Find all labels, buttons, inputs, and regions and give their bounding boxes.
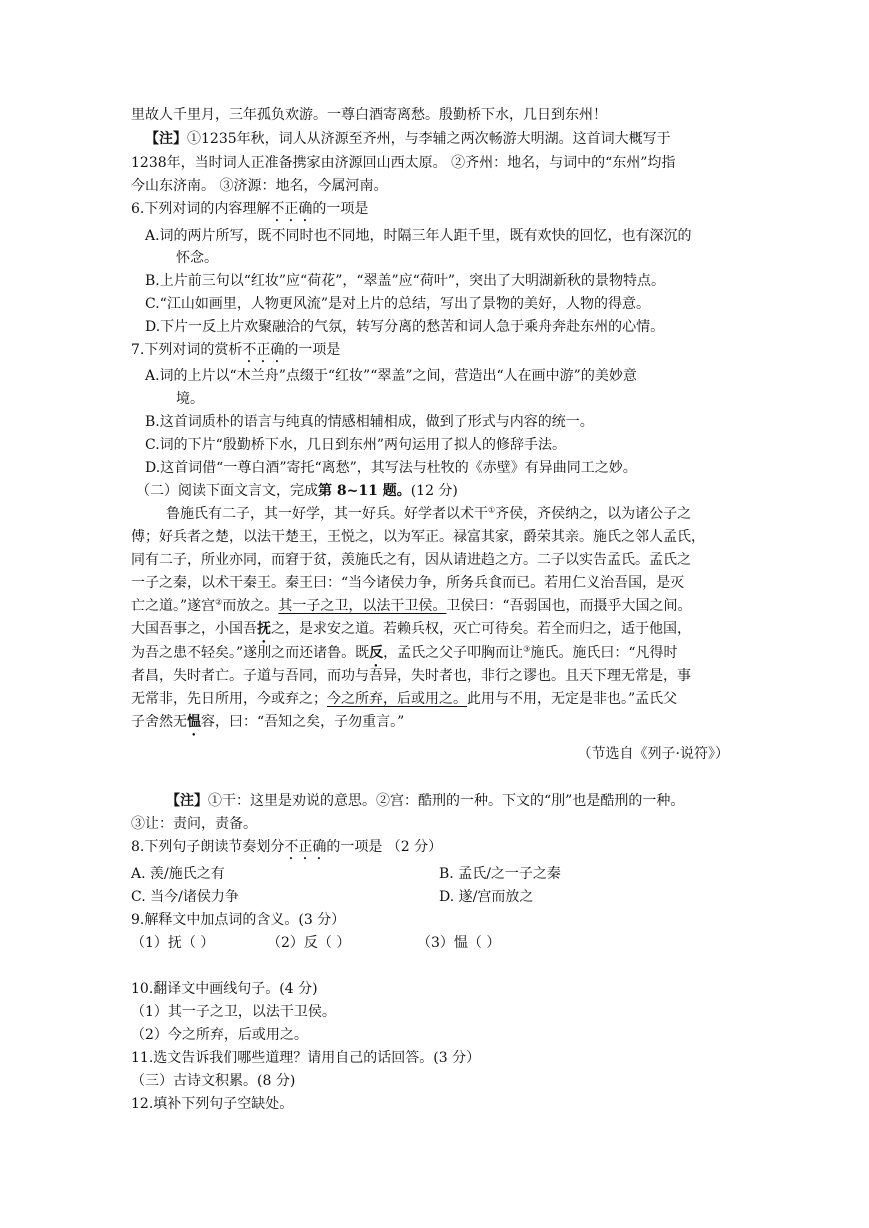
question-9-item-2: （2）反（ ） — [267, 935, 351, 951]
passage-line-8: 者昌，失时者亡。子道与吾同，而功与吾异，失时者也，非行之谬也。且天下理无常是，事 — [131, 668, 691, 684]
passage-line-9: 无常非，先日所用，今或弃之；今之所弃，后或用之。此用与不用，无定是非也。”孟氏父 — [131, 691, 678, 707]
question-10-item-1: （1）其一子之卫，以法干卫侯。 — [131, 1004, 336, 1020]
question-9-item-1: （1）抚（ ） — [131, 935, 215, 951]
poem-last-line: 里故人千里月，三年孤负欢游。一尊白酒寄离愁。殷勤桥下水，几日到东州！ — [131, 107, 607, 123]
question-6-stem: 6.下列对词的内容理解不正确的一项是 — [131, 201, 369, 217]
question-7-option-a: A.词的上片以“木兰舟”点缀于“红妆”“翠盖”之间，营造出“人在画中游”的美妙意 — [145, 368, 637, 384]
question-7-option-d: D.这首词借“一尊白酒”寄托“离愁”，其写法与杜牧的《赤壁》有异曲同工之妙。 — [145, 460, 637, 476]
question-7-stem: 7.下列对词的赏析不正确的一项是 — [131, 342, 341, 358]
question-8-option-d: D. 遂/宫而放之 — [439, 889, 534, 905]
passage-line-10: 子舍然无愠容，曰：“吾知之矣，子勿重言。” — [131, 714, 405, 730]
poem-note-line-1: 【注】①1235年秋，词人从济源至齐州，与李辅之两次畅游大明湖。这首词大概写于 — [145, 131, 671, 147]
poem-note-line-3: 今山东济南。 ③济源：地名，今属河南。 — [131, 178, 388, 194]
passage-line-2: 傅；好兵者之楚，以法干楚王，王悦之，以为军正。禄富其家，爵荣其亲。施氏之邻人孟氏， — [131, 529, 705, 545]
passage-line-7: 为吾之患不轻矣。”遂刖之而还诸鲁。既反，孟氏之父子叩胸而让③施氏。施氏曰：“凡得时 — [131, 644, 678, 661]
section-2-heading: （二）阅读下面文言文，完成第 8~11 题。(12 分) — [136, 483, 458, 499]
dotted-word-fu: 抚 — [257, 621, 271, 637]
question-12-stem: 12.填补下列句子空缺处。 — [131, 1096, 294, 1112]
question-11-stem: 11.选文告诉我们哪些道理？请用自己的话回答。(3 分） — [131, 1050, 481, 1066]
question-7-option-b: B.这首词质朴的语言与纯真的情感相辅相成，做到了形式与内容的统一。 — [145, 414, 594, 430]
question-7-option-a-cont: 境。 — [176, 391, 204, 407]
underlined-sentence-2: 今之所弃，后或用之。 — [327, 691, 467, 707]
question-6-option-c: C.“江山如画里，人物更风流”是对上片的总结，写出了景物的美好，人物的得意。 — [145, 296, 650, 312]
question-6-option-a-cont: 怀念。 — [176, 250, 218, 266]
passage-line-4: 一子之秦，以术干秦王。秦王曰：“当今诸侯力争，所务兵食而已。若用仁义治吾国，是灭 — [131, 575, 685, 591]
question-6-option-d: D.下片一反上片欢聚融洽的气氛，转写分离的愁苦和词人急于乘舟奔赴东州的心情。 — [145, 319, 665, 335]
question-8-row-1 — [131, 865, 561, 883]
passage-line-1: 鲁施氏有二子，其一好学，其一好兵。好学者以术干①齐侯，齐侯纳之，以为诸公子之 — [166, 505, 692, 522]
poem-note-line-2: 1238年，当时词人正准备携家由济源回山西太原。 ②齐州：地名，与词中的“东州”均指 — [131, 155, 676, 171]
question-6-option-b: B.上片前三句以“红妆”应“荷花”，“翠盖”应“荷叶”，突出了大明湖新秋的景物特点。 — [145, 273, 665, 289]
question-7-option-c: C.词的下片“殷勤桥下水，几日到东州”两句运用了拟人的修辞手法。 — [145, 437, 566, 453]
dotted-word-yun: 愠 — [187, 714, 201, 730]
passage-note-line-1: 【注】①干：这里是劝说的意思。②宫：酷刑的一种。下文的“刖”也是酷刑的一种。 — [166, 793, 685, 809]
question-9-item-3: （3）愠（ ） — [417, 935, 501, 951]
question-6-option-a: A.词的两片所写，既不同时也不同地，时隔三年人距千里，既有欢快的回忆，也有深沉的 — [145, 228, 692, 244]
question-10-stem: 10.翻译文中画线句子。(4 分) — [131, 981, 318, 997]
question-8-option-b: B. 孟氏/之一子之秦 — [439, 866, 561, 882]
passage-line-3: 同有二子，所业亦同，而窘于贫，羡施氏之有，因从请进趋之方。二子以实告孟氏。孟氏之 — [131, 552, 691, 568]
passage-line-6: 大国吾事之，小国吾抚之，是求安之道。若赖兵权，灭亡可待矣。若全而归之，适于他国， — [131, 621, 691, 637]
question-10-item-2: （2）今之所弃，后或用之。 — [131, 1027, 308, 1043]
dotted-word-fan: 反 — [369, 645, 384, 661]
question-8-stem: 8.下列句子朗读节奏划分不正确的一项是 （2 分） — [131, 839, 443, 855]
section-3-heading: （三）古诗文积累。(8 分) — [131, 1073, 296, 1089]
question-8-row-2 — [131, 888, 534, 906]
passage-note-line-2: ③让：责问，责备。 — [131, 816, 257, 832]
question-9-stem: 9.解释文中加点词的含义。(3 分） — [131, 912, 346, 928]
question-9-items — [131, 934, 501, 952]
passage-line-5: 亡之道。”遂宫②而放之。其一子之卫，以法干卫侯。卫侯曰：“吾弱国也，而摄乎大国之间。 — [131, 597, 692, 614]
question-8-option-c: C. 当今/诸侯力争 — [131, 889, 239, 905]
question-8-option-a: A. 羡/施氏之有 — [131, 866, 225, 882]
underlined-sentence-1: 其一子之卫，以法干卫侯。 — [278, 598, 447, 614]
passage-source: （节选自《列子·说符》） — [577, 746, 729, 762]
